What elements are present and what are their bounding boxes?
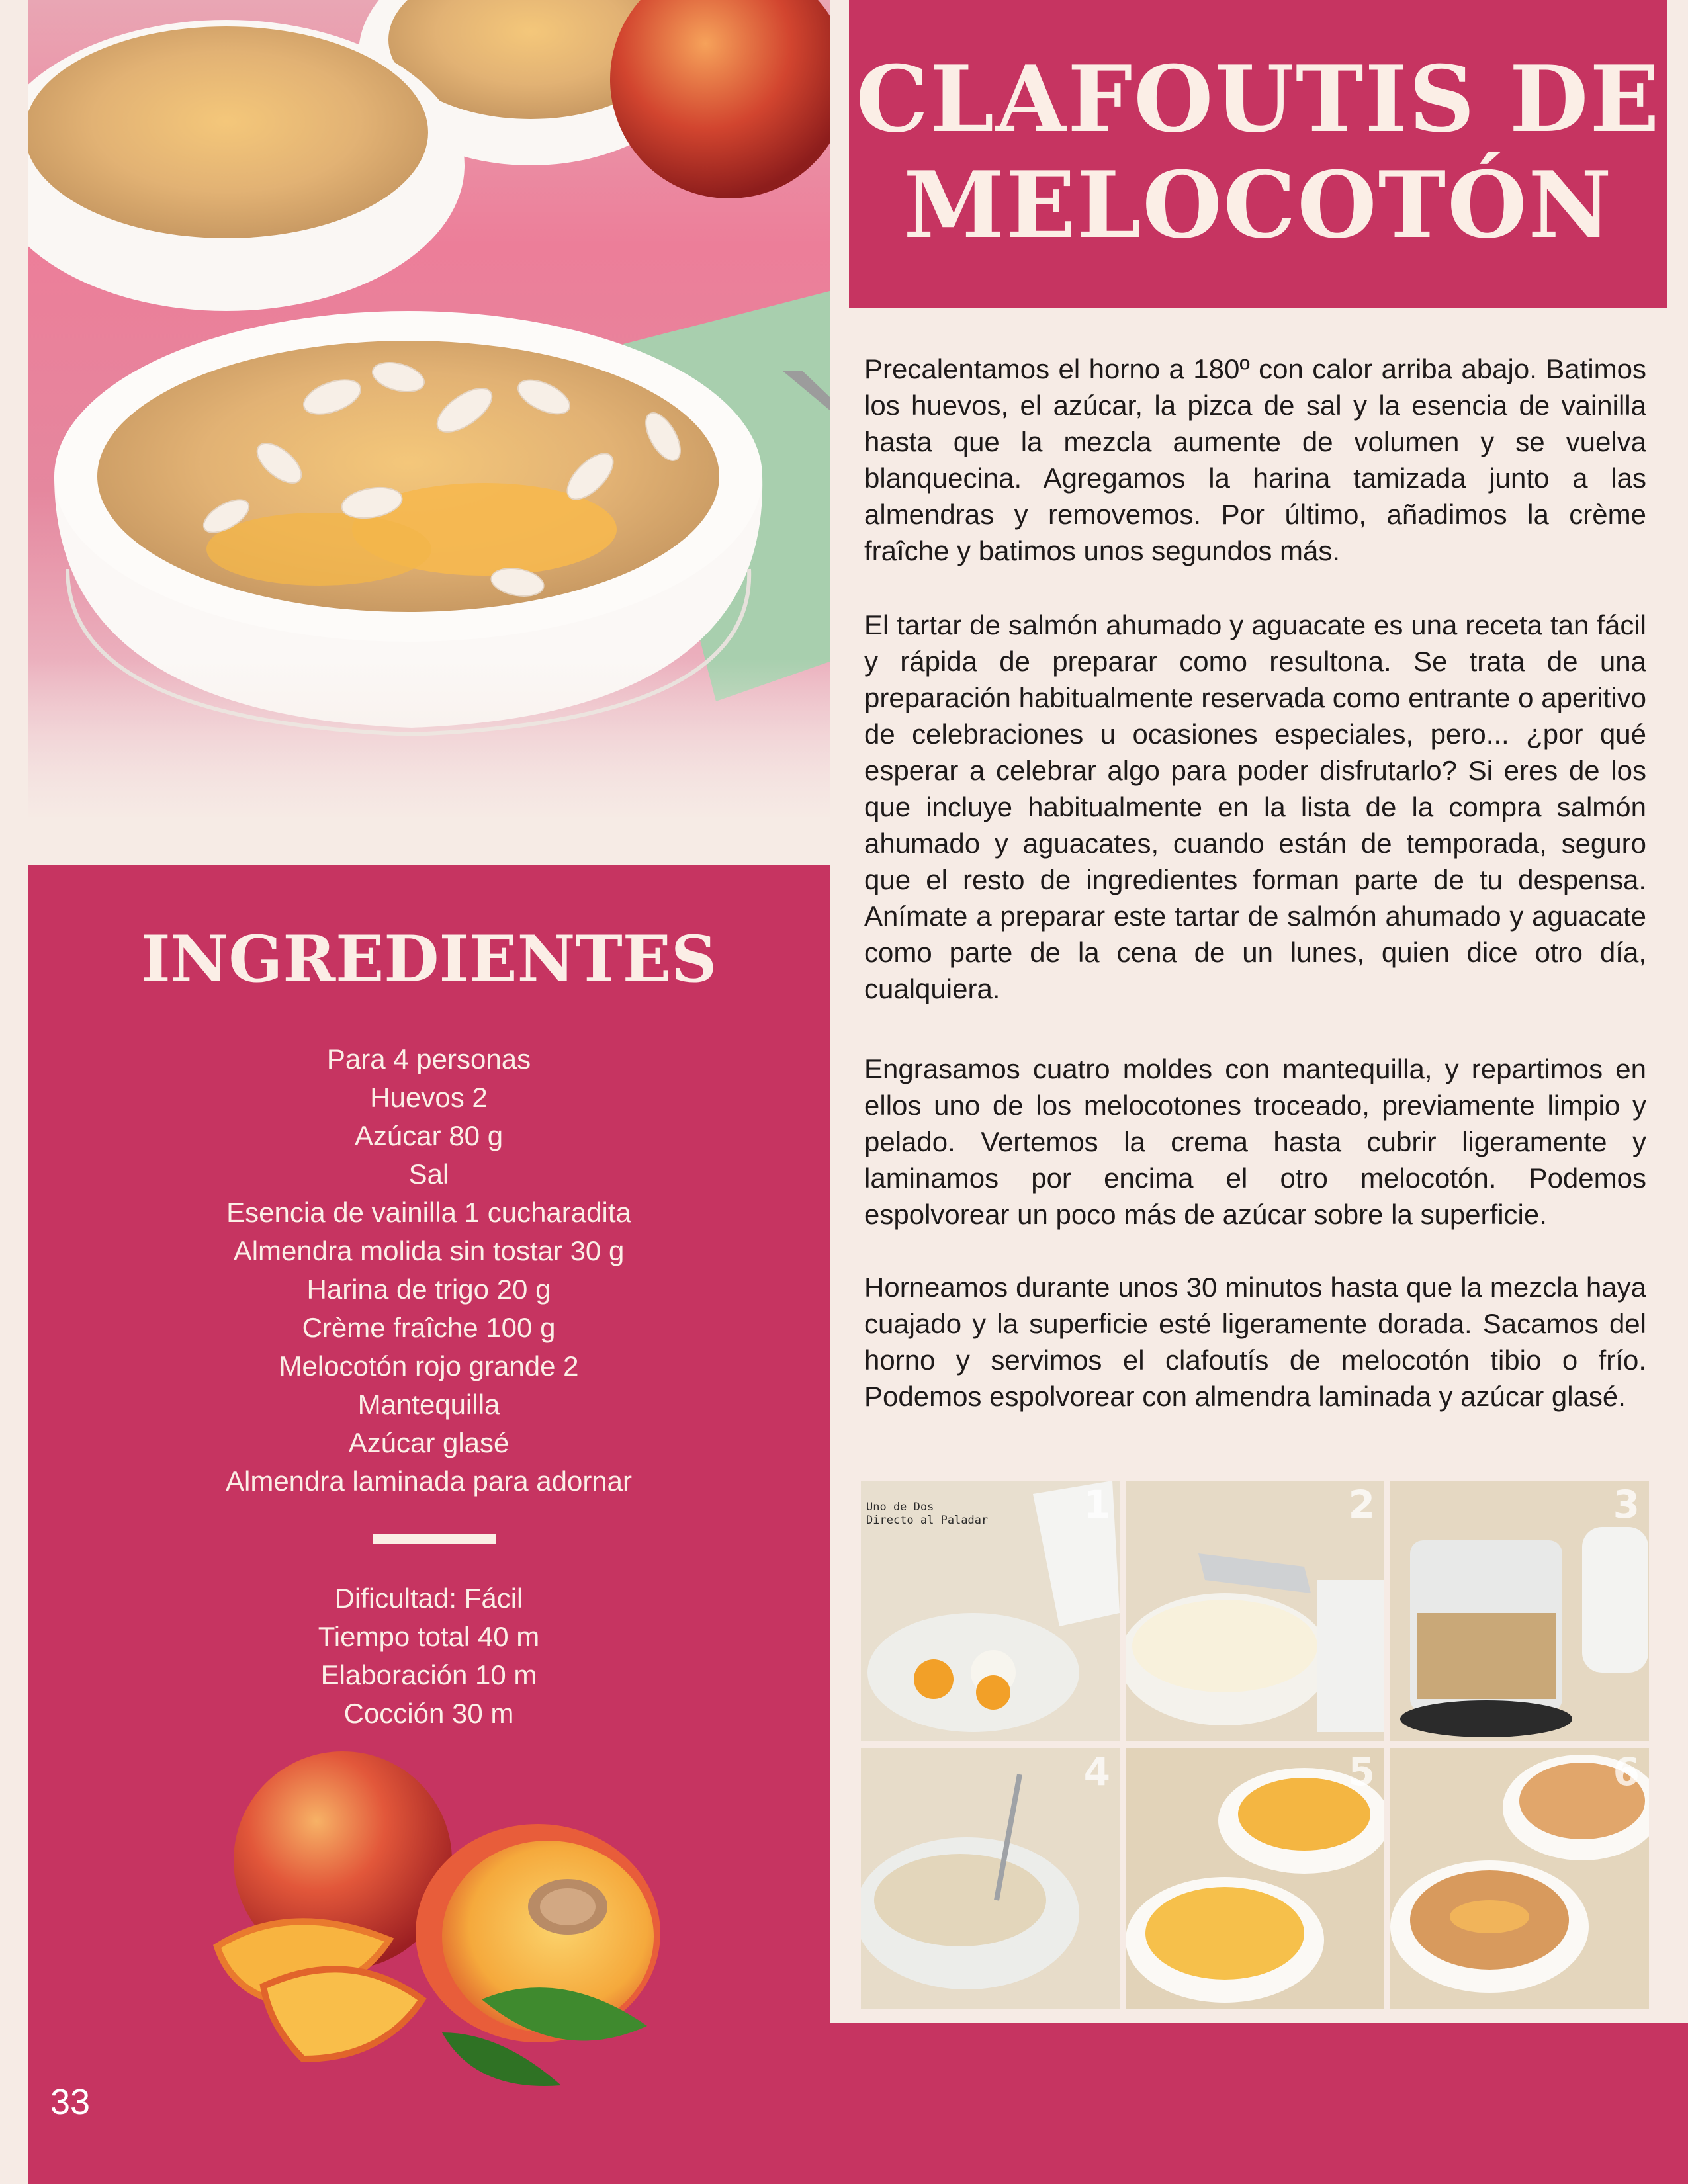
step-number-2: 2: [1348, 1482, 1375, 1527]
step-photo-grid: [861, 1481, 1653, 2010]
ingredient-item: Azúcar 80 g: [354, 1120, 504, 1151]
step-number-3: 3: [1613, 1482, 1640, 1527]
step-number-1: 1: [1083, 1482, 1110, 1527]
step-number-4: 4: [1083, 1749, 1110, 1794]
instructions-paragraph-3: Engrasamos cuatro moldes con mantequilla, y repartimos en ellos uno de los melocotones troceado, previamente limpio y pelado. Vertemos la crema hasta cubrir ligeramente y laminamos por encima el otro melocotón. Podemos espolvorear un poco más de azúcar sobre la superficie.: [864, 1053, 1646, 1230]
ingredient-list: [28, 1040, 830, 1501]
step-photo-3: [1390, 1481, 1649, 1741]
title-banner: [849, 0, 1667, 308]
recipe-title: [849, 46, 1667, 258]
instructions-paragraph-2: El tartar de salmón ahumado y aguacate es una receta tan fácil y rápida de preparar como resultona. Se trata de una preparación habitualmente reservada como entrante o aperitivo de celebraciones u ocasiones especiales, pero... ¿por qué esperar a celebrar algo para poder disfrutarlo? Si eres de los que incluye habitualmente en la lista de la compra salmón ahumado y aguacates, cuando están de temporada, seguro que el resto de ingredientes forman parte de tu despensa. Anímate a preparar este tartar de salmón ahumado y aguacate como parte de la cena de un lunes, quien dice otro día, cualquiera.: [864, 609, 1646, 1004]
ingredient-item: Crème fraîche 100 g: [302, 1312, 556, 1343]
footer-band: [830, 2023, 1688, 2184]
detail-difficulty: Dificultad: Fácil: [334, 1583, 523, 1614]
divider: [373, 1534, 496, 1544]
ingredient-item: Huevos 2: [370, 1082, 488, 1113]
detail-prep-time: Elaboración 10 m: [320, 1659, 537, 1690]
instructions-paragraph-4: Horneamos durante unos 30 minutos hasta que la mezcla haya cuajado y la superficie esté ligeramente dorada. Sacamos del horno y servimos el clafoutís de melocotón tibio o frío. Podemos espolvorear con almendra laminada y azúcar glasé.: [864, 1272, 1646, 1412]
ingredient-item: Mantequilla: [357, 1389, 500, 1420]
watermark-line-1: Uno de Dos: [866, 1501, 934, 1514]
step-photo-1: [861, 1481, 1120, 1741]
step-photo-2: [1126, 1481, 1384, 1741]
ingredients-heading: INGREDIENTES: [140, 922, 717, 996]
photo-watermark: [866, 1501, 988, 1527]
ingredient-item: Para 4 personas: [326, 1043, 531, 1074]
ingredient-item: Almendra laminada para adornar: [225, 1465, 633, 1497]
page-number: 33: [50, 2082, 91, 2122]
ingredient-item: Azúcar glasé: [348, 1427, 510, 1458]
step-photo-5: [1126, 1748, 1384, 2009]
hero-photo-clafoutis: [28, 0, 830, 817]
recipe-title-line-2: MELOCOTÓN: [903, 151, 1613, 259]
peach-illustration: [191, 1748, 720, 2092]
ingredient-item: Melocotón rojo grande 2: [279, 1350, 579, 1381]
detail-cook-time: Cocción 30 m: [343, 1698, 514, 1729]
ingredients-panel: [28, 865, 830, 2184]
recipe-title-line-1: CLAFOUTIS DE: [856, 45, 1661, 153]
instructions-paragraph-1: Precalentamos el horno a 180º con calor arriba abajo. Batimos los huevos, el azúcar, la pizca de sal y la esencia de vainilla hasta que la mezcla aumente de volumen y se vuelva blanquecina. Agregamos la harina tamizada junto a las almendras y removemos. Por último, añadimos la crème fraîche y batimos unos segundos más.: [864, 353, 1646, 566]
step-number-6: 6: [1613, 1749, 1640, 1794]
step-number-5: 5: [1348, 1749, 1375, 1794]
ingredient-item: Esencia de vainilla 1 cucharadita: [226, 1197, 631, 1228]
detail-total-time: Tiempo total 40 m: [318, 1621, 540, 1652]
watermark-line-2: Directo al Paladar: [866, 1514, 989, 1527]
ingredient-item: Almendra molida sin tostar 30 g: [233, 1235, 625, 1266]
ingredient-item: Harina de trigo 20 g: [306, 1274, 551, 1305]
step-photo-6: [1390, 1748, 1649, 2009]
step-photo-4: [861, 1748, 1120, 2009]
ingredient-item: Sal: [408, 1158, 449, 1190]
recipe-details: [28, 1579, 830, 1733]
